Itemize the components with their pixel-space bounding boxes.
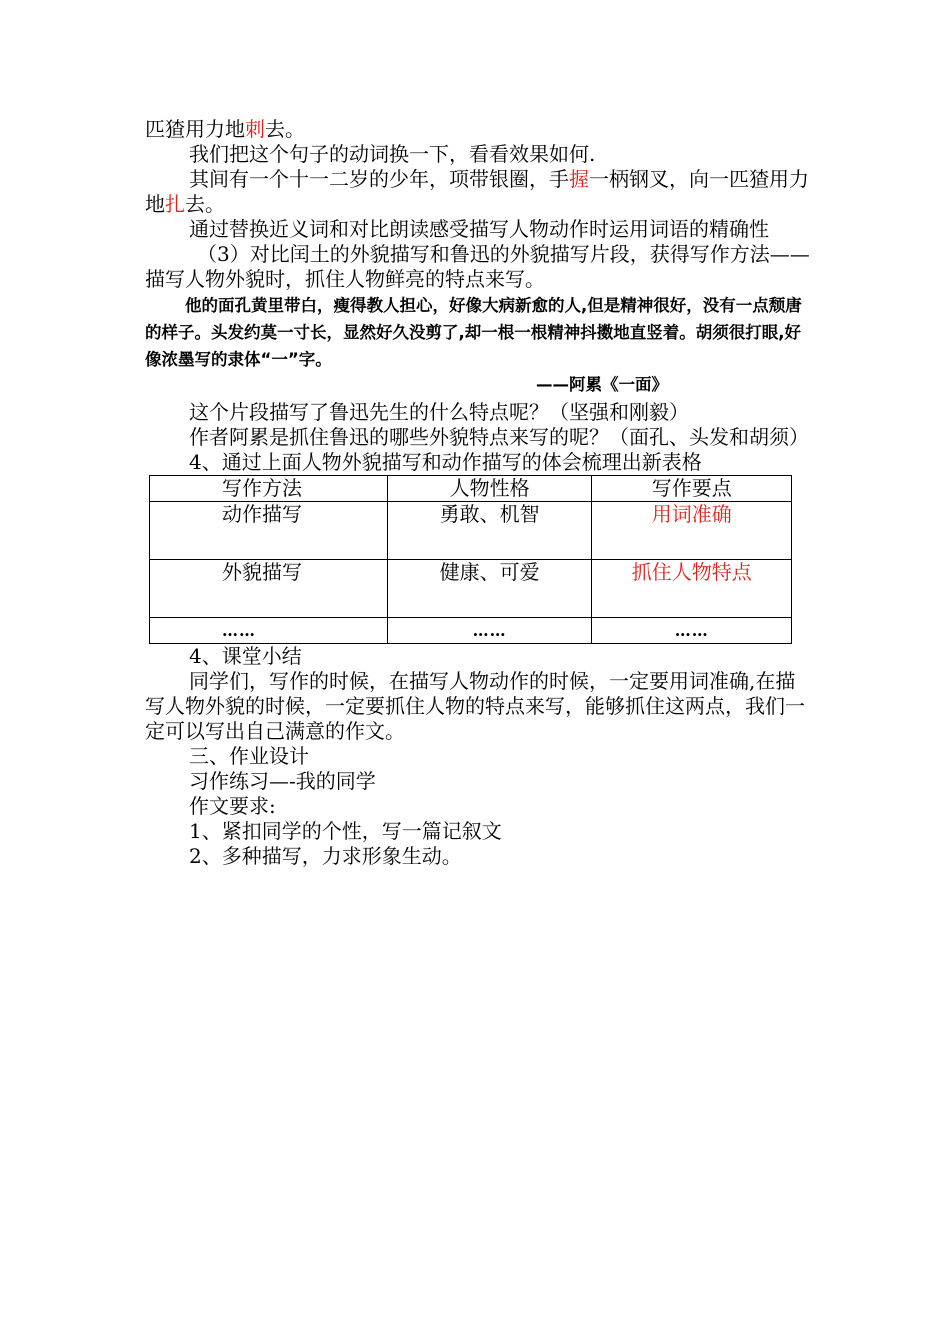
question-1: 这个片段描写了鲁迅先生的什么特点呢？（坚强和刚毅） — [189, 400, 689, 424]
text-run: 其间有一个十一二岁的少年，项带银圈，手 — [189, 167, 569, 191]
table-cell: 健康、可爱 — [387, 560, 592, 618]
homework-requirement-2: 2、多种描写，力求形象生动。 — [189, 844, 462, 868]
quote-block: 他的面孔黄里带白，瘦得教人担心，好像大病新愈的人,但是精神很好，没有一点颓唐的样子。头发约莫一寸长，显然好久没剪了,却一根一根精神抖擞地直竖着。胡须很打眼,好像浓墨写的隶体“一”字。 — [145, 296, 802, 369]
table-cell: 外貌描写 — [150, 560, 388, 618]
homework-requirements-label: 作文要求: — [189, 794, 276, 818]
table-row — [150, 618, 792, 644]
table-cell-ellipsis: …… — [592, 618, 792, 644]
homework-requirement-1: 1、紧扣同学的个性，写一篇记叙文 — [189, 819, 502, 843]
table-cell: 动作描写 — [150, 502, 388, 560]
table-row — [150, 502, 792, 560]
text-run: 匹猹用力地 — [145, 117, 245, 141]
document-page — [145, 117, 810, 869]
table-cell-ellipsis: …… — [387, 618, 592, 644]
table-header-cell: 写作要点 — [592, 476, 792, 502]
highlight-verb-zha: 扎 — [165, 192, 185, 216]
table-cell: 勇敢、机智 — [387, 502, 592, 560]
table-cell-ellipsis: …… — [150, 618, 388, 644]
paragraph-accuracy: 通过替换近义词和对比朗读感受描写人物动作时运用词语的精确性 — [189, 217, 769, 241]
paragraph-compare: （3）对比闰土的外貌描写和鲁迅的外貌描写片段，获得写作方法——描写人物外貌时，抓住人物鲜亮的特点来写。 — [145, 242, 810, 291]
quote-attribution: ——阿累《一面》 — [536, 375, 668, 394]
table-intro: 4、通过上面人物外貌描写和动作描写的体会梳理出新表格 — [189, 450, 702, 474]
homework-heading: 三、作业设计 — [189, 744, 309, 768]
summary-table — [149, 475, 792, 644]
highlight-verb-wo: 握 — [569, 167, 589, 191]
text-run: 去。 — [185, 192, 225, 216]
sentence-replaced — [145, 167, 810, 217]
table-header-row — [150, 476, 792, 502]
table-row — [150, 560, 792, 618]
table-header-cell: 写作方法 — [150, 476, 388, 502]
table-cell-highlight: 用词准确 — [592, 502, 792, 560]
text-run: 一柄钢叉，向一匹猹用力地 — [145, 167, 809, 216]
table-cell-highlight: 抓住人物特点 — [592, 560, 792, 618]
summary-text: 同学们，写作的时候，在描写人物动作的时候，一定要用词准确,在描写人物外貌的时候，一定要抓住人物的特点来写，能够抓住这两点，我们一定可以写出自己满意的作文。 — [145, 669, 805, 743]
homework-title: 习作练习—-我的同学 — [189, 769, 376, 793]
table-header-cell: 人物性格 — [387, 476, 592, 502]
summary-heading: 4、课堂小结 — [189, 644, 302, 668]
sentence-original-end — [145, 117, 810, 142]
instruction-replace-verb: 我们把这个句子的动词换一下，看看效果如何. — [189, 142, 596, 166]
highlight-verb-ci: 刺 — [245, 117, 265, 141]
question-2: 作者阿累是抓住鲁迅的哪些外貌特点来写的呢？（面孔、头发和胡须） — [189, 425, 809, 449]
text-run: 去。 — [265, 117, 305, 141]
